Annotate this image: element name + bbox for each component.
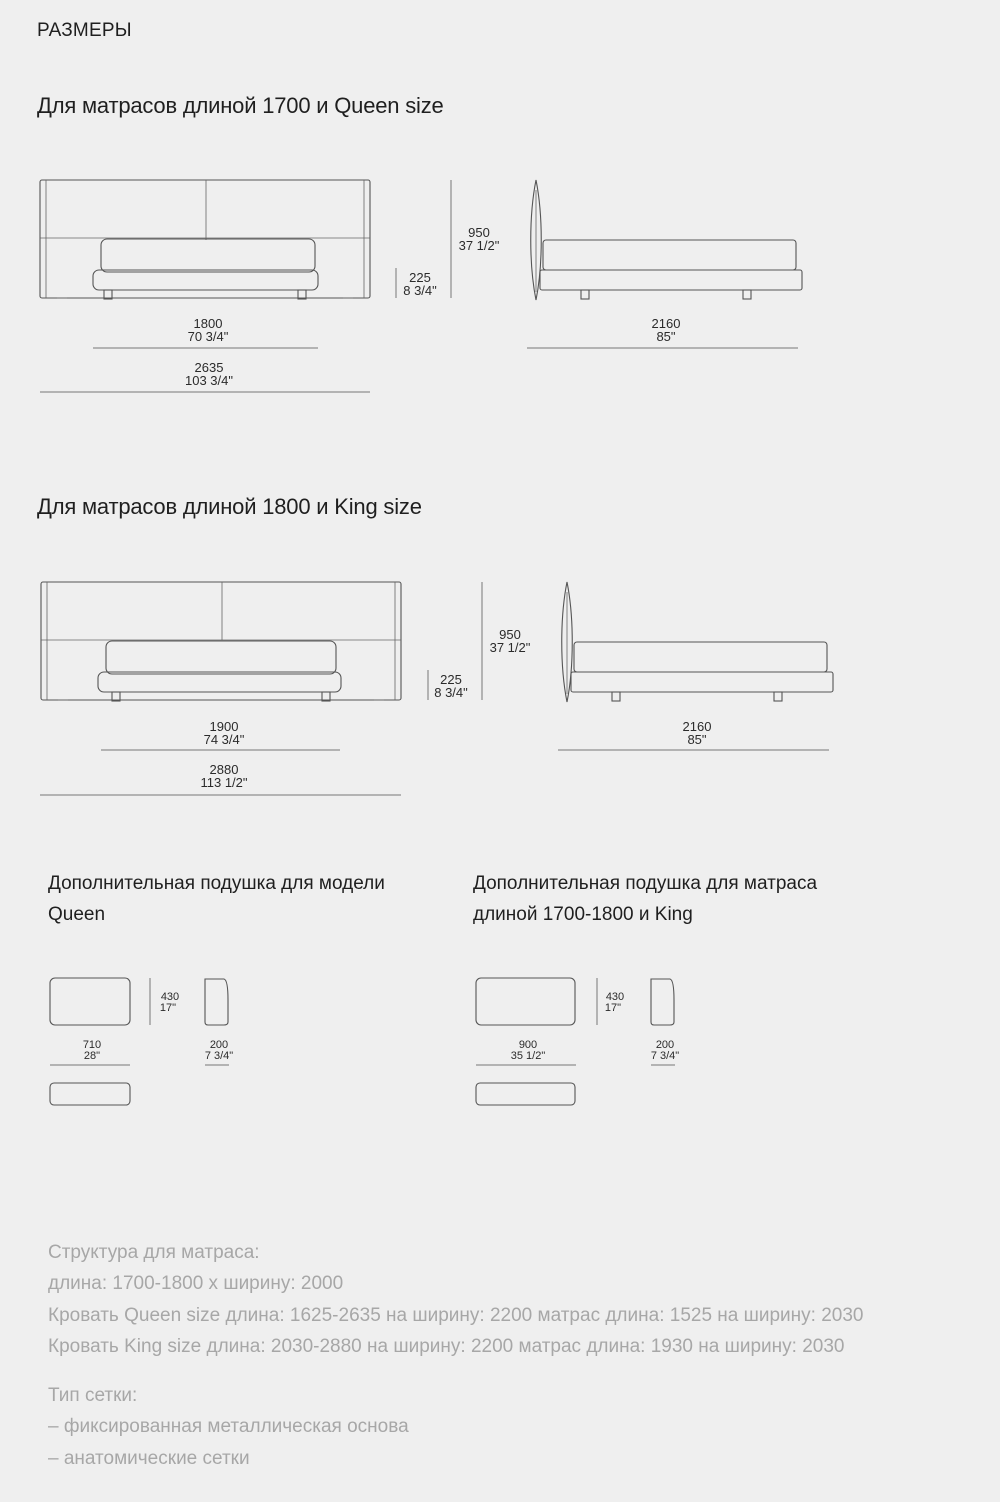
svg-text:37 1/2": 37 1/2"	[489, 640, 531, 655]
svg-text:225: 225	[440, 672, 462, 687]
svg-text:28": 28"	[83, 1050, 101, 1062]
svg-text:430: 430	[160, 991, 180, 1003]
info-line: – фиксированная металлическая основа	[48, 1416, 409, 1438]
info-line: – анатомические сетки	[48, 1447, 250, 1469]
svg-text:17": 17"	[159, 1002, 177, 1014]
dim-text: 8 3/4"	[403, 283, 437, 298]
dim-text: 950	[468, 225, 490, 240]
info-line: Кровать Queen size длина: 1625-2635 на ширину: 2200 матрас длина: 1525 на ширину: 2030	[48, 1304, 864, 1326]
info-line: Тип сетки:	[48, 1385, 138, 1406]
page-title: РАЗМЕРЫ	[37, 20, 132, 41]
info-line: Кровать King size длина: 2030-2880 на ширину: 2200 матрас длина: 1930 на ширину: 2030	[48, 1336, 845, 1358]
queen-front-view	[40, 180, 370, 299]
queen-width-dimensions	[40, 316, 370, 392]
svg-text:900: 900	[518, 1039, 538, 1051]
svg-text:710: 710	[82, 1039, 102, 1051]
svg-text:2880: 2880	[209, 762, 239, 777]
svg-text:430: 430	[605, 991, 625, 1003]
dim-text: 37 1/2"	[458, 238, 500, 253]
svg-text:113 1/2": 113 1/2"	[200, 775, 248, 790]
pillow-king-drawing	[476, 978, 679, 1105]
svg-text:35 1/2": 35 1/2"	[510, 1050, 546, 1062]
svg-text:950: 950	[499, 627, 521, 642]
svg-text:85": 85"	[656, 329, 676, 344]
info-line: длина: 1700-1800 х ширину: 2000	[48, 1273, 344, 1295]
svg-text:7 3/4": 7 3/4"	[204, 1050, 234, 1062]
svg-text:2160: 2160	[682, 719, 712, 734]
svg-text:70 3/4": 70 3/4"	[187, 329, 229, 344]
svg-text:1900: 1900	[209, 719, 239, 734]
svg-text:85": 85"	[687, 732, 707, 747]
svg-text:74 3/4": 74 3/4"	[203, 732, 245, 747]
mesh-type-info	[48, 1380, 409, 1474]
king-front-view	[41, 582, 401, 701]
pillow-king-title: Дополнительная подушка для матраса длиной 1700-1800 и King	[473, 873, 818, 925]
queen-side-view	[527, 180, 802, 348]
svg-text:200: 200	[209, 1039, 229, 1051]
svg-text:2160: 2160	[651, 316, 681, 331]
section-title-queen: Для матрасов длиной 1700 и Queen size	[37, 93, 444, 118]
section-title-king: Для матрасов длиной 1800 и King size	[37, 494, 422, 519]
info-line: Структура для матраса:	[48, 1242, 260, 1263]
dim-text: 225	[409, 270, 431, 285]
king-side-view	[558, 582, 833, 750]
pillow-queen-title: Дополнительная подушка для модели Queen	[48, 873, 385, 925]
svg-text:103 3/4": 103 3/4"	[185, 373, 233, 388]
svg-text:7 3/4": 7 3/4"	[650, 1050, 680, 1062]
svg-text:8 3/4": 8 3/4"	[434, 685, 468, 700]
king-width-dimensions	[40, 719, 401, 795]
svg-text:2635: 2635	[194, 360, 224, 375]
pillow-queen-drawing	[50, 978, 233, 1105]
king-height-dimensions	[428, 582, 531, 700]
svg-text:1800: 1800	[193, 316, 223, 331]
svg-text:200: 200	[655, 1039, 675, 1051]
mattress-structure-info	[48, 1237, 864, 1363]
queen-height-dimensions	[396, 180, 500, 298]
svg-text:17": 17"	[604, 1002, 622, 1014]
